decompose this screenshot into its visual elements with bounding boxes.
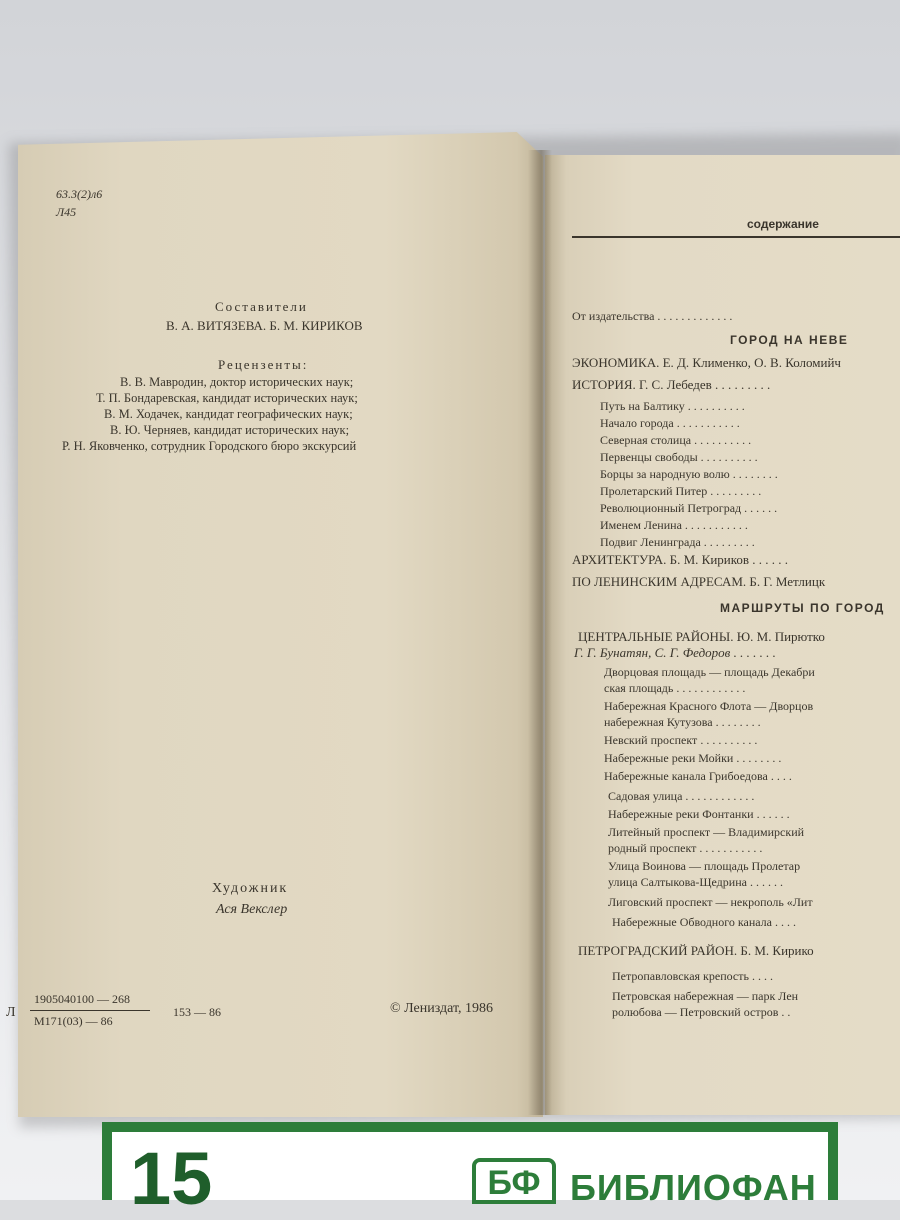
toc-entry xyxy=(612,1006,790,1018)
toc-leader-dots: . . . . . . . . xyxy=(729,467,778,481)
reviewer-line: В. М. Ходачек, кандидат географических наук; xyxy=(104,407,353,421)
toc-entry-text: Именем Ленина xyxy=(600,518,682,532)
toc-leader-dots: . . . . . . . . . xyxy=(711,377,771,392)
left-page xyxy=(18,132,543,1117)
toc-entry-text: Петровская набережная — парк Лен xyxy=(612,989,799,1003)
toc-leader-dots: . . . . . . xyxy=(749,552,789,567)
toc-entry-text: ская площадь xyxy=(604,681,674,695)
toc-section-heading xyxy=(720,602,885,614)
toc-leader-dots: . . . . . . . . . . xyxy=(684,399,745,413)
toc-entry-text: АРХИТЕКТУРА. Б. М. Кириков xyxy=(572,552,750,567)
toc-entry-text: Г. Г. Бунатян, С. Г. Федоров xyxy=(574,645,731,660)
artist-name: Ася Векслер xyxy=(216,902,288,917)
toc-entry xyxy=(600,468,778,480)
toc-entry-text: ЭКОНОМИКА. Е. Д. Клименко, О. В. Коломийч xyxy=(572,355,841,370)
toc-entry-text: Набережная Красного Флота — Дворцов xyxy=(604,699,814,713)
toc-entry xyxy=(604,700,813,712)
toc-entry xyxy=(608,790,754,802)
toc-entry-text: Северная столица xyxy=(600,433,692,447)
toc-entry xyxy=(608,896,813,908)
toc-entry xyxy=(608,842,762,854)
toc-entry-text: ИСТОРИЯ. Г. С. Лебедев xyxy=(572,377,712,392)
toc-entry xyxy=(612,970,773,982)
stand-number: 15 xyxy=(130,1137,213,1220)
toc-leader-dots: . . . . . . . . . . . . xyxy=(682,789,755,803)
reviewer-line: Т. П. Бондаревская, кандидат исторических наук; xyxy=(96,391,358,405)
catalog-code-top: 1905040100 — 268 xyxy=(34,992,130,1006)
toc-leader-dots: . . . . . . . . xyxy=(712,715,761,729)
reviewer-line: В. Ю. Черняев, кандидат исторических наук; xyxy=(110,423,350,437)
reviewer-line: Р. Н. Яковченко, сотрудник Городского бюро экскурсий xyxy=(62,439,357,453)
toc-entry-text: ПЕТРОГРАДСКИЙ РАЙОН. Б. М. Кирико xyxy=(578,943,814,958)
toc-entry xyxy=(600,536,755,548)
artist-label: Художник xyxy=(212,881,289,896)
toc-leader-dots: . . . . . . . xyxy=(730,645,776,660)
toc-entry xyxy=(604,716,761,728)
toc-leader-dots: . . . . xyxy=(748,969,773,983)
toc-entry xyxy=(572,575,825,588)
toc-entry xyxy=(600,502,777,514)
toc-entry-text: набережная Кутузова xyxy=(604,715,713,729)
toc-entry xyxy=(578,630,825,643)
toc-leader-dots: . . . . . . . . . . xyxy=(697,450,758,464)
toc-entry xyxy=(572,356,841,369)
toc-entry xyxy=(600,400,745,412)
toc-entry-text: Литейный проспект — Владимирский xyxy=(608,825,805,839)
toc-entry xyxy=(574,646,776,659)
toc-entry-text: Пролетарский Питер xyxy=(600,484,708,498)
toc-rule xyxy=(572,236,900,238)
toc-leader-dots: . . . . . . . . . . xyxy=(697,733,758,747)
toc-entry-text: Дворцовая площадь — площадь Декабри xyxy=(604,665,815,679)
toc-entry xyxy=(604,682,745,694)
toc-entry-text: Подвиг Ленинграда xyxy=(600,535,701,549)
toc-leader-dots: . . . . xyxy=(767,769,792,783)
toc-leader-dots: . . . . xyxy=(772,915,796,929)
toc-entry-text: ЦЕНТРАЛЬНЫЕ РАЙОНЫ. Ю. М. Пирютко xyxy=(578,629,825,644)
toc-entry-text: Первенцы свободы xyxy=(600,450,698,464)
catalog-number: 153 — 86 xyxy=(173,1005,221,1019)
toc-entry xyxy=(600,519,748,531)
toc-leader-dots: . . . . . . . . . . . xyxy=(681,518,748,532)
toc-entry xyxy=(608,876,783,888)
toc-entry xyxy=(604,666,815,678)
toc-leader-dots: . . . . . . xyxy=(753,807,790,821)
toc-leader-dots: . . . . . . . . . . . . . xyxy=(654,309,733,323)
catalog-code-bottom: М171(03) — 86 xyxy=(34,1014,113,1028)
toc-entry xyxy=(578,944,814,957)
toc-entry xyxy=(572,553,788,566)
toc-entry-text: ролюбова — Петровский остров xyxy=(612,1005,779,1019)
toc-leader-dots: . . . . . . xyxy=(741,501,778,515)
toc-leader-dots: . . . . . . . . . . . xyxy=(696,841,763,855)
toc-entry-text: Набережные Обводного канала xyxy=(612,915,772,929)
toc-entry-text: ГОРОД НА НЕВЕ xyxy=(730,333,849,347)
toc-entry xyxy=(608,808,790,820)
toc-leader-dots: . . . . . . . . xyxy=(733,751,782,765)
toc-section-heading xyxy=(730,334,848,346)
toc-entry-text: Набережные канала Грибоедова xyxy=(604,769,768,783)
toc-entry-text: ПО ЛЕНИНСКИМ АДРЕСАМ. Б. Г. Метлицк xyxy=(572,574,826,589)
toc-entry xyxy=(608,860,800,872)
brand-logo-icon: БФ xyxy=(472,1158,556,1204)
toc-leader-dots: . . . . . . . . . . xyxy=(691,433,752,447)
toc-leader-dots: . . . . . . xyxy=(746,875,783,889)
toc-entry-text: Улица Воинова — площадь Пролетар xyxy=(608,859,801,873)
toc-entry-text: Начало города xyxy=(600,416,674,430)
toc-entry xyxy=(600,485,761,497)
toc-entry-text: Борцы за народную волю xyxy=(600,467,730,481)
brand-name: БИБЛИОФАН xyxy=(570,1167,817,1208)
toc-entry xyxy=(612,916,796,928)
bbk-code: 63.3(2)л6 xyxy=(56,187,103,201)
toc-entry-text: МАРШРУТЫ ПО ГОРОД xyxy=(720,601,885,615)
toc-entry xyxy=(608,826,804,838)
copyright-line: © Лениздат, 1986 xyxy=(390,1001,494,1016)
toc-entry-text: Лиговский проспект — некрополь «Лит xyxy=(608,895,813,909)
toc-leader-dots: . . . . . . . . . xyxy=(700,535,755,549)
toc-entry xyxy=(572,310,732,322)
toc-entry-text: Путь на Балтику xyxy=(600,399,685,413)
toc-entry xyxy=(604,752,781,764)
catalog-fraction-line xyxy=(30,1010,150,1011)
compilers-label: Составители xyxy=(215,299,308,314)
toc-entry-text: родный проспект xyxy=(608,841,697,855)
author-mark: Л45 xyxy=(56,205,77,219)
toc-entry-text: Садовая улица xyxy=(608,789,683,803)
toc-entry-text: От издательства xyxy=(572,309,655,323)
toc-entry xyxy=(600,434,751,446)
toc-leader-dots: . . . . . . . . . . . xyxy=(673,416,740,430)
toc-entry-text: улица Салтыкова-Щедрина xyxy=(608,875,747,889)
reviewers-label: Рецензенты: xyxy=(218,357,309,372)
toc-entry xyxy=(604,734,757,746)
toc-leader-dots: . . . . . . . . . xyxy=(707,484,762,498)
reviewer-line: В. В. Мавродин, доктор исторических наук; xyxy=(120,375,354,389)
toc-entry-text: Невский проспект xyxy=(604,733,698,747)
catalog-letter: Л xyxy=(6,1005,16,1020)
toc-entry-text: Революционный Петроград xyxy=(600,501,742,515)
toc-title: содержание xyxy=(747,217,819,231)
toc-entry xyxy=(612,990,798,1002)
toc-entry-text: Петропавловская крепость xyxy=(612,969,749,983)
toc-entry xyxy=(600,451,758,463)
compilers-names: В. А. ВИТЯЗЕВА. Б. М. КИРИКОВ xyxy=(166,318,363,333)
toc-entry-text: Набережные реки Фонтанки xyxy=(608,807,754,821)
book-gutter xyxy=(528,150,552,1115)
toc-entry-text: Набережные реки Мойки xyxy=(604,751,734,765)
toc-leader-dots: . . xyxy=(778,1005,791,1019)
toc-leader-dots: . . . . . . . . . . . . xyxy=(673,681,746,695)
toc-entry xyxy=(572,378,770,391)
toc-entry xyxy=(600,417,740,429)
toc-entry xyxy=(604,770,792,782)
